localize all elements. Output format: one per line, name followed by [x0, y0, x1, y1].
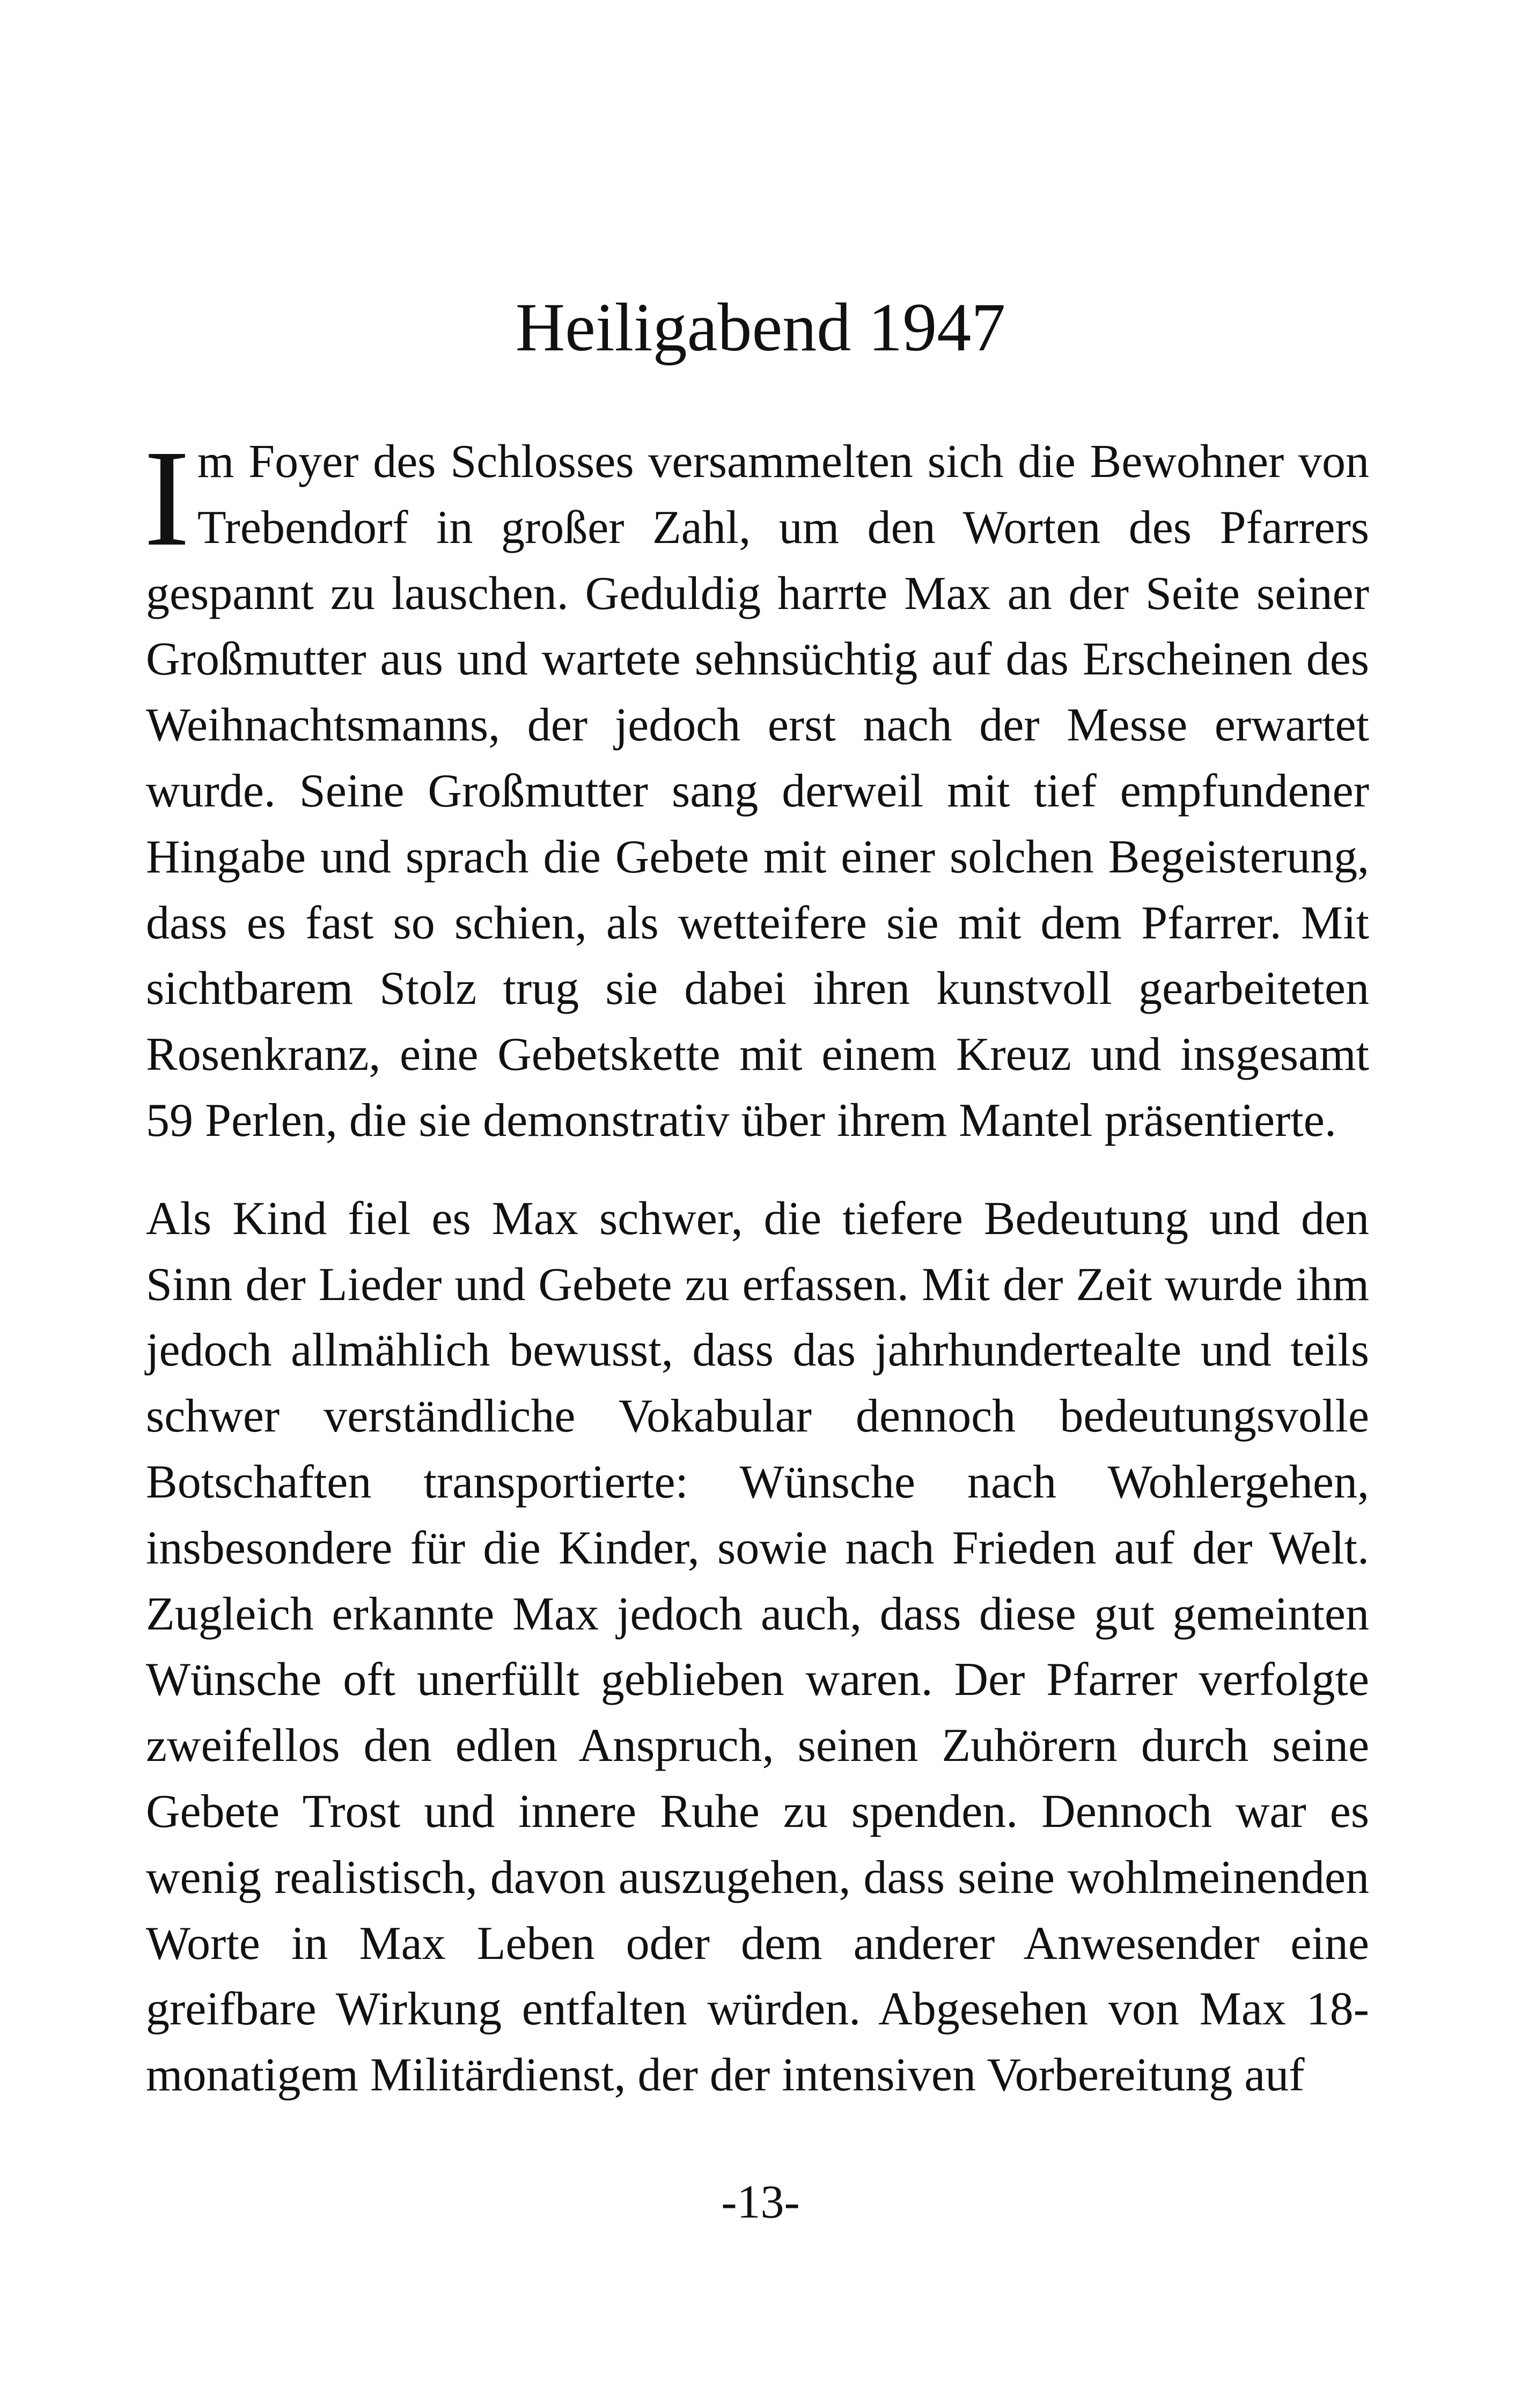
body-text: [144, 421, 1369, 2109]
paragraph-1: [144, 421, 1369, 1154]
paragraph-2: Als Kind fiel es Max schwer, die tiefere Bedeutung und den Sinn der Lieder und Gebete zu erfassen. Mit der Zeit wurde ihm jedoch allmählich bewusst, dass das jahrhundertealte und teils schwer verständliche Vokabular dennoch bedeutungsvolle Botschaften transportierte: Wünsche nach Wohlergehen, insbesondere für die Kinder, sowie nach Frieden auf der Welt. Zugleich erkannte Max jedoch auch, dass diese gut gemeinten Wünsche oft unerfüllt geblieben waren. Der Pfarrer verfolgte zweifellos den edlen Anspruch, seinen Zuhörern durch seine Gebete Trost und innere Ruhe zu spenden. Dennoch war es wenig realistisch, davon auszugehen, dass seine wohlmeinenden Worte in Max Leben oder dem anderer Anwesender eine greifbare Wirkung entfalten würden. Abgesehen von Max 18-monatigem Militärdienst, der der intensiven Vorbereitung auf: [146, 1192, 1369, 2102]
paragraph-1-text: m Foyer des Schlosses versammelten sich die Bewohner von Trebendorf in großer Zahl, um den Worten des Pfarrers gespannt zu lauschen. Geduldig harrte Max an der Seite seiner Großmutter aus und wartete sehnsüchtig auf das Erscheinen des Weihnachtsmanns, der jedoch erst nach der Messe erwartet wurde. Seine Großmutter sang derweil mit tief empfundener Hingabe und sprach die Gebete mit einer solchen Begeisterung, dass es fast so schien, als wetteifere sie mit dem Pfarrer. Mit sichtbarem Stolz trug sie dabei ihren kunstvoll gearbeiteten Rosenkranz, eine Gebetskette mit einem Kreuz und insgesamt 59 Perlen, die sie demonstrativ über ihrem Mantel präsentierte.: [146, 436, 1369, 1147]
page-number: -13-: [721, 2176, 800, 2228]
drop-cap: I: [144, 421, 190, 575]
chapter-title: Heiligabend 1947: [515, 289, 1006, 365]
